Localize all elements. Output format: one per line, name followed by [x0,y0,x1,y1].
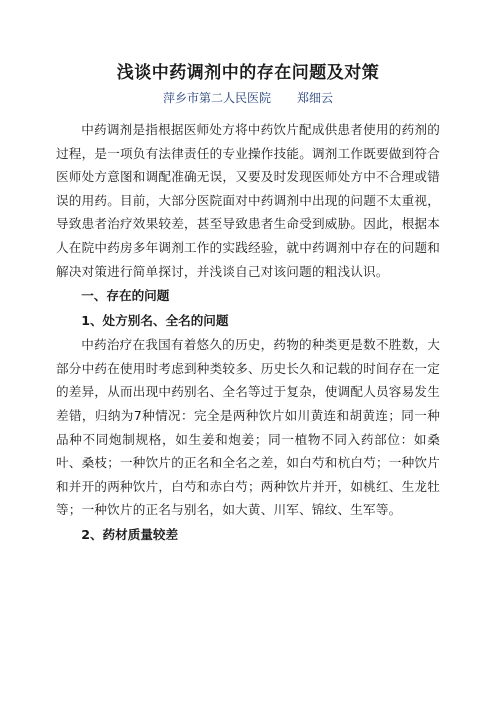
author-organization: 萍乡市第二人民医院 [162,91,271,105]
subsection-paragraph-names: 中药治疗在我国有着悠久的历史，药物的种类更是数不胜数，大部分中药在使用时考虑到种类较多、历史长久和记载的时间存在一定的差异，从而出现中药别名、全名等过于复杂，使调配人员容易发生差错，归纳为7种情况：完全是两种饮片如川黄连和胡黄连；同一种品种不同炮制规格，如生姜和炮姜；同一植物不同入药部位：如桑叶、桑枝；一种饮片的正名和全名之差，如白芍和杭白芍；一种饮片和并开的两种饮片，白芍和赤白芍；两种饮片并开，如桃红、生龙牡等；一种饮片的正名与别名，如大黄、川军、锦纹、生军等。 [56,337,440,518]
author-line [56,88,440,108]
subsection-heading-names: 1、处方别名、全名的问题 [81,313,229,329]
section-heading-problems: 一、存在的问题 [81,288,170,304]
document-title: 浅谈中药调剂中的存在问题及对策 [116,63,380,83]
intro-paragraph: 中药调剂是指根据医师处方将中药饮片配成供患者使用的药剂的过程，是一项负有法律责任的专业操作技能。调剂工作既要做到符合医师处方意图和调配准确无误，又要及时发现医师处方中不合理或错误的用药。目前，大部分医院面对中药调剂中出现的问题不太重视，导致患者治疗效果较差，甚至导致患者生命受到威胁。因此，根据本人在院中药房多年调剂工作的实践经验，就中药调剂中存在的问题和解决对策进行简单探讨，并浅谈自己对该问题的粗浅认识。 [56,122,440,279]
author-name: 郑细云 [297,91,334,105]
subsection-heading-quality: 2、药材质量较差 [81,526,179,542]
